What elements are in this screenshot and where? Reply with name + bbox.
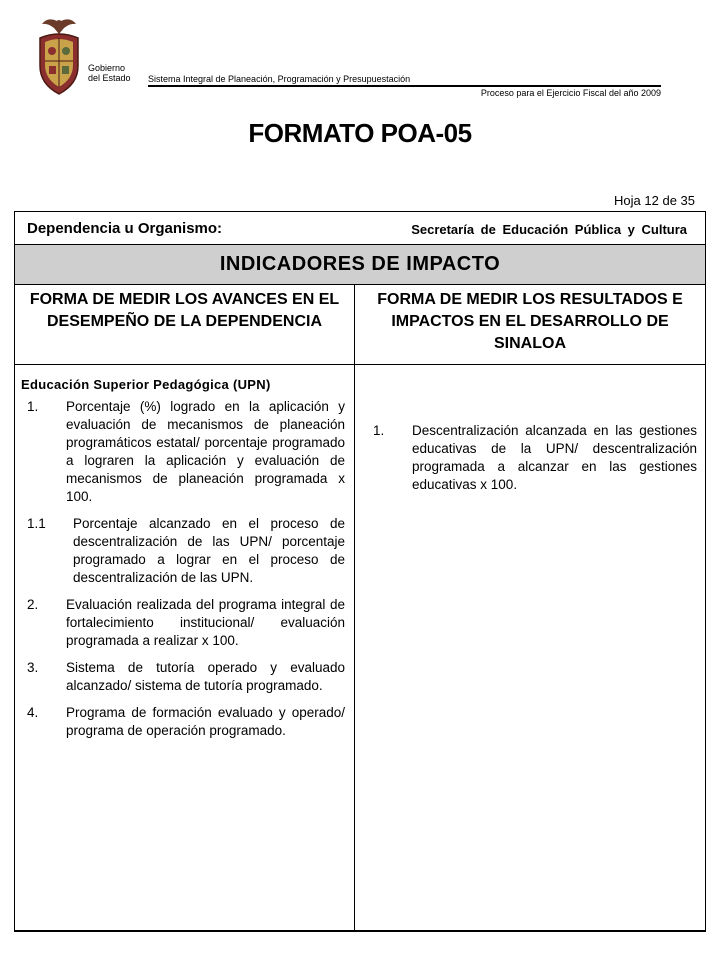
dependency-label: Dependencia u Organismo: xyxy=(27,220,223,237)
item-number: 1. xyxy=(373,423,385,438)
fiscal-process: Proceso para el Ejercicio Fiscal del año 2009 xyxy=(480,88,661,98)
item-number: 1. xyxy=(27,399,39,414)
item-number: 3. xyxy=(27,660,39,675)
impact-indicators xyxy=(367,422,697,503)
column-header-impact: FORMA DE MEDIR LOS RESULTADOS E IMPACTOS EN EL DESARROLLO DE SINALOA xyxy=(355,285,705,365)
page-title: FORMATO POA-05 xyxy=(248,118,472,148)
indicator-item xyxy=(21,659,345,695)
performance-indicators xyxy=(21,376,345,749)
dependency-value: Secretaría de Educación Pública y Cultura xyxy=(411,222,687,237)
column-header-performance: FORMA DE MEDIR LOS AVANCES EN EL DESEMPEÑO DE LA DEPENDENCIA xyxy=(15,285,354,365)
section-title: INDICADORES DE IMPACTO xyxy=(219,253,501,275)
item-number: 2. xyxy=(27,597,39,612)
indicator-item xyxy=(21,596,345,650)
state-seal-icon xyxy=(34,14,84,96)
item-text: Sistema de tutoría operado y evaluado alcanzado/ sistema de tutoría programado. xyxy=(66,660,345,693)
program-subtitle: Educación Superior Pedagógica (UPN) xyxy=(21,377,271,392)
indicator-item xyxy=(367,422,697,494)
item-number: 4. xyxy=(27,705,39,720)
system-name: Sistema Integral de Planeación, Programación y Presupuestación xyxy=(148,74,411,84)
header-rule xyxy=(148,85,661,87)
item-text: Porcentaje alcanzado en el proceso de descentralización de las UPN/ porcentaje programado a lograr en el proceso de descentralización de las UPN. xyxy=(73,516,345,585)
government-label: Gobierno del Estado xyxy=(88,63,131,83)
indicator-item xyxy=(21,515,345,587)
sheet-number: Hoja 12 de 35 xyxy=(614,193,695,208)
column-divider xyxy=(354,285,355,931)
indicator-item xyxy=(21,398,345,506)
item-number: 1.1 xyxy=(27,516,46,531)
indicator-item xyxy=(21,704,345,740)
item-text: Programa de formación evaluado y operado/ programa de operación programado. xyxy=(66,705,345,738)
item-text: Descentralización alcanzada en las gestiones educativas de la UPN/ descentralización programada a alcanzar en las gestiones educativas x 100. xyxy=(412,423,697,492)
dependency-row xyxy=(15,212,705,245)
item-text: Porcentaje (%) logrado en la aplicación y evaluación de mecanismos de planeación programáticos estatal/ porcentaje programado a lograren la aplicación y evaluación de mecanismos de planeación programada x 100. xyxy=(66,399,345,504)
section-header xyxy=(15,245,705,285)
indicator-form xyxy=(14,211,706,932)
item-text: Evaluación realizada del programa integral de fortalecimiento institucional/ evaluación programada a realizar x 100. xyxy=(66,597,345,648)
